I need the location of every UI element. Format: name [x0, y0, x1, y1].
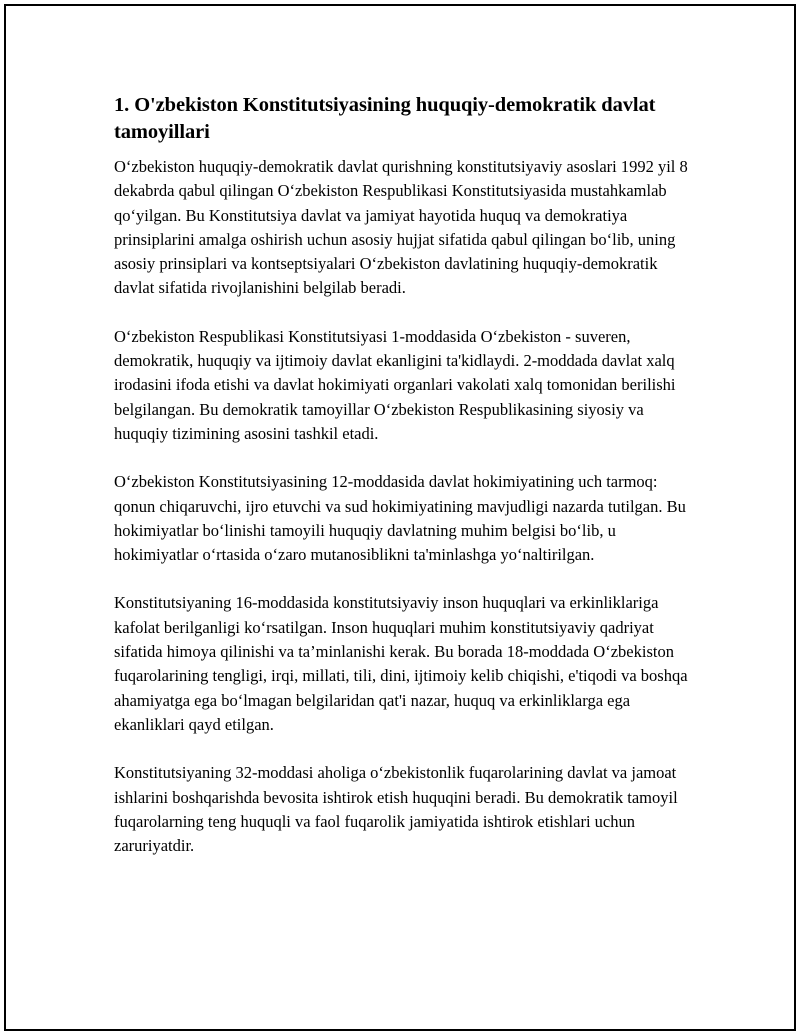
paragraph-article-16-18: Konstitutsiyaning 16-moddasida konstitutsiyaviy inson huquqlari va erkinliklariga kafolat berilganligi ko‘rsatilgan. Inson huquqlari muhim konstitutsiyaviy qadriyat sifatida himoya qilinishi va ta’minlanishi kerak. Bu borada 18-moddada O‘zbekiston fuqarolarining tengligi, irqi, millati, tili, dini, ijtimoiy kelib chiqishi, e'tiqodi va boshqa ahamiyatga ega bo‘lmagan belgilaridan qat'i nazar, huquq va erkinliklarga ega ekanliklari qayd etilgan.	[114, 593, 688, 734]
paragraph-article-1-2: O‘zbekiston Respublikasi Konstitutsiyasi 1-moddasida O‘zbekiston - suveren, demokratik, huquqiy va ijtimoiy davlat ekanligini ta'kidlaydi. 2-moddada davlat xalq irodasini ifoda etishi va davlat hokimiyati organlari vakolati xalq tomonidan berilishi belgilangan. Bu demokratik tamoyillar O‘zbekiston Respublikasining siyosiy va huquqiy tizimining asosini tashkil etadi.	[114, 326, 676, 443]
paragraph-constitution-foundations: O‘zbekiston huquqiy-demokratik davlat qurishning konstitutsiyaviy asoslari 1992 yil 8 dekabrda qabul qilingan O‘zbekiston Respublikasi Konstitutsiyasida mustahkamlab qo‘yilgan. Bu Konstitutsiya davlat va jamiyat hayotida huquq va demokratiya prinsiplarini amalga oshirish uchun asosiy hujjat sifatida qabul qilingan bo‘lib, uning asosiy prinsiplari va kontseptsiyalari O‘zbekiston davlatining huquqiy-demokratik davlat sifatida rivojlanishini belgilab beradi.	[114, 157, 688, 298]
document-body	[114, 92, 696, 858]
paragraph-article-12: O‘zbekiston Konstitutsiyasining 12-moddasida davlat hokimiyatining uch tarmoq: qonun chiqaruvchi, ijro etuvchi va sud hokimiyatining mavjudligi nazarda tutilgan. Bu hokimiyatlar bo‘linishi tamoyili huquqiy davlatning muhim belgisi bo‘lib, u hokimiyatlar o‘rtasida o‘zaro mutanosiblikni ta'minlashga yo‘naltirilgan.	[114, 472, 686, 565]
document-title: 1. O'zbekiston Konstitutsiyasining huquqiy-demokratik davlat tamoyillari	[114, 94, 656, 143]
paragraph-article-32: Konstitutsiyaning 32-moddasi aholiga o‘zbekistonlik fuqarolarining davlat va jamoat ishlarini boshqarishda bevosita ishtirok etish huquqini beradi. Bu demokratik tamoyil fuqarolarning teng huquqli va faol fuqarolik jamiyatida ishtirok etishlari uchun zaruriyatdir.	[114, 763, 678, 856]
